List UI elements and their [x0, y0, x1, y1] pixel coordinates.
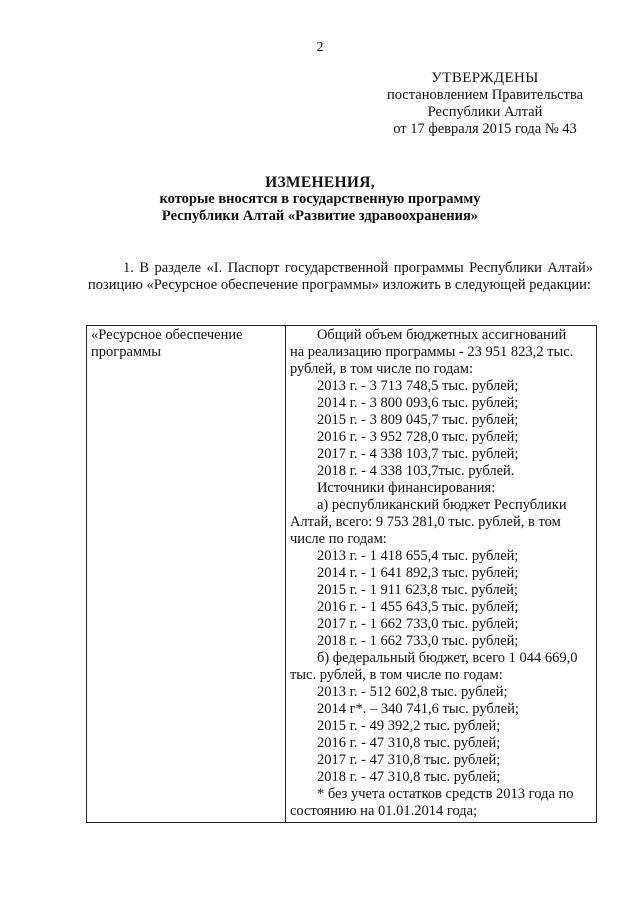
funding-line: 2015 г. - 49 392,2 тыс. рублей;: [316, 718, 501, 734]
title-subline: которые вносятся в государственную программу: [159, 191, 481, 207]
funding-line: Источники финансирования:: [316, 480, 496, 496]
funding-line: 2013 г. - 1 418 655,4 тыс. рублей;: [316, 548, 519, 564]
funding-line: рублей, в том числе по годам:: [289, 361, 473, 377]
funding-line: 2017 г. - 47 310,8 тыс. рублей;: [316, 752, 501, 768]
title-main: ИЗМЕНЕНИЯ,: [265, 174, 375, 191]
approval-date-line: от 17 февраля 2015 года № 43: [393, 121, 577, 137]
funding-line: 2015 г. - 3 809 045,7 тыс. рублей;: [316, 412, 519, 428]
content-cell: [285, 326, 596, 823]
approval-block: [380, 70, 590, 138]
funding-line: Общий объем бюджетных ассигнований: [316, 327, 567, 343]
funding-line: 2015 г. - 1 911 623,8 тыс. рублей;: [316, 582, 518, 598]
funding-line: 2017 г. - 1 662 733,0 тыс. рублей;: [316, 616, 519, 632]
funding-line: б) федеральный бюджет, всего 1 044 669,0: [316, 650, 578, 666]
funding-line: числе по годам:: [289, 531, 387, 547]
funding-line: 2014 г. - 3 800 093,6 тыс. рублей;: [316, 395, 519, 411]
funding-line: на реализацию программы - 23 951 823,2 тыс.: [289, 344, 574, 360]
funding-line: 2013 г. - 512 602,8 тыс. рублей;: [316, 684, 508, 700]
funding-line: 2018 г. - 47 310,8 тыс. рублей;: [316, 769, 501, 785]
label-text: «Ресурсное обеспечение программы: [91, 327, 243, 360]
funding-line: а) республиканский бюджет Республики: [316, 497, 567, 513]
approval-line: Республики Алтай: [427, 104, 543, 120]
funding-line: Алтай, всего: 9 753 281,0 тыс. рублей, в том: [289, 514, 561, 530]
funding-line: 2016 г. - 1 455 643,5 тыс. рублей;: [316, 599, 519, 615]
funding-line: состоянию на 01.01.2014 года;: [289, 803, 478, 819]
funding-line: 2013 г. - 3 713 748,5 тыс. рублей;: [316, 378, 519, 394]
funding-line: 2016 г. - 47 310,8 тыс. рублей;: [316, 735, 501, 751]
label-cell: [87, 326, 286, 823]
funding-line: тыс. рублей, в том числе по годам:: [289, 667, 503, 683]
funding-line: 2014 г*. – 340 741,6 тыс. рублей;: [316, 701, 519, 717]
table-row: [87, 326, 597, 823]
funding-line: 2016 г. - 3 952 728,0 тыс. рублей;: [316, 429, 519, 445]
intro-text: 1. В разделе «I. Паспорт государственной программы Республики Алтай» позицию «Ресурсное обеспечение программы» изложить в следующей редакции:: [88, 260, 593, 293]
funding-line: 2017 г. - 4 338 103,7 тыс. рублей;: [316, 446, 519, 462]
funding-line: 2018 г. - 1 662 733,0 тыс. рублей;: [316, 633, 519, 649]
funding-line: 2018 г. - 4 338 103,7тыс. рублей.: [316, 463, 515, 479]
approval-line: постановлением Правительства: [386, 87, 584, 103]
page-number: 2: [316, 40, 324, 55]
funding-line: 2014 г. - 1 641 892,3 тыс. рублей;: [316, 565, 519, 581]
intro-paragraph: [88, 260, 593, 294]
funding-line: * без учета остатков средств 2013 года по: [316, 786, 574, 802]
document-title: [0, 174, 640, 225]
title-subline: Республики Алтай «Развитие здравоохранения»: [161, 208, 479, 224]
approval-heading: УТВЕРЖДЕНЫ: [431, 70, 539, 86]
resource-table: [86, 325, 597, 823]
